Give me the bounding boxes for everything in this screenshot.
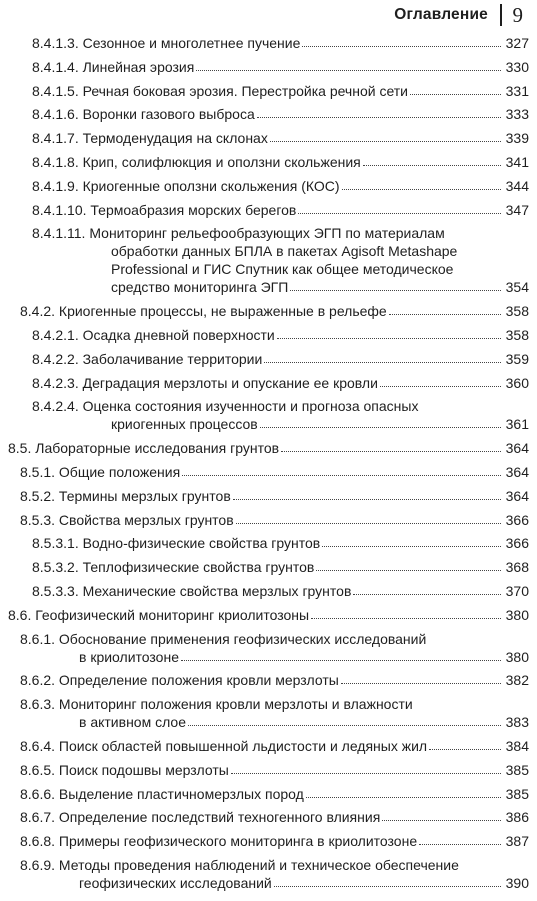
toc-entry-page: 331 [505,82,529,99]
toc-entry-text: Теплофизические свойства грунтов [82,559,315,576]
dot-leader [382,820,501,821]
toc-entry-title [32,582,351,600]
toc-entry-text: Поиск областей повышенной льдистости и ледяных жил [58,737,428,754]
toc-entry[interactable] [0,374,537,392]
toc-entry-title [8,439,279,457]
toc-entry-text: обработки данных БПЛА в пакетах Agisoft Metashape [111,243,458,260]
toc-entry-text: Примеры геофизического мониторинга в криолитозоне [58,833,418,850]
toc-entry-number: 8.4.2.4. [32,398,79,415]
toc-entry-title [32,534,320,552]
header-title: Оглавление [394,6,488,23]
toc-entry-number: 8.6.5. [20,761,56,778]
toc-entry-text: Заболачивание территории [82,350,263,367]
toc-entry[interactable] [0,487,537,505]
toc-entry-title [20,857,459,873]
toc-entry-page: 364 [505,463,529,480]
toc-entry-title [32,153,361,171]
toc-entry-page: 370 [505,582,529,599]
toc-entry-title-continuation [111,261,453,277]
toc-entry-number: 8.5.3.3. [32,582,79,599]
toc-entry-title [32,105,255,123]
toc-entry-text: Речная боковая эрозия. Перестройка речной сети [82,82,409,99]
toc-entry[interactable] [0,785,537,803]
toc-entry-number: 8.4.2.2. [32,350,79,367]
toc-entry-page: 384 [505,737,529,754]
toc-entry-number: 8.4.2.1. [32,326,79,343]
toc-entry-page: 358 [505,326,529,343]
dot-leader [316,570,501,571]
dot-leader [353,594,501,595]
toc-entry-page: 364 [505,440,529,457]
page-number: 9 [512,2,523,27]
toc-entry-title [20,808,380,826]
toc-entry-text: Криогенные процессы, не выраженные в рельефе [58,303,387,320]
toc-entry-text: Деградация мерзлоты и опускание ее кровли [82,374,378,391]
toc-entry-text: Термины мерзлых грунтов [58,487,231,504]
toc-entry-number: 8.6.2. [20,672,56,689]
toc-entry-number: 8.5. [8,440,32,457]
toc-entry-page: 344 [505,177,529,194]
dot-leader [429,749,501,750]
toc-entry-title-continuation [111,278,288,296]
toc-entry-page: 386 [505,809,529,826]
toc-entry-title [32,326,275,344]
toc-entry-text: средство мониторинга ЭГП [111,279,289,296]
dot-leader [264,362,501,363]
toc-entry-text: Геофизический мониторинг криолитозоны [35,606,310,623]
toc-entry-number: 8.5.3.2. [32,559,79,576]
toc-entry-page: 366 [505,535,529,552]
dot-leader [196,70,501,71]
toc-entry-text: Оценка состояния изученности и прогноза опасных [82,398,419,415]
running-header [394,0,523,30]
dot-leader [181,660,501,661]
toc-entry-number: 8.5.2. [20,487,56,504]
toc-entry-title [32,129,268,147]
toc-entry-text: Водно-физические свойства грунтов [82,535,321,552]
toc-entry-number: 8.6. [8,606,32,623]
toc-entry-number: 8.4.1.5. [32,82,79,99]
dot-leader [257,117,501,118]
toc-entry[interactable] [0,177,537,195]
toc-entry[interactable] [0,630,537,666]
toc-entry-title-continuation [111,243,457,259]
toc-entry-text: Professional и ГИС Спутник как общее методическое [111,261,454,278]
dot-leader [298,213,501,214]
toc-entry-text: Мониторинг рельефообразующих ЭГП по материалам [89,225,445,242]
toc-entry-title [20,487,231,505]
toc-entry[interactable] [0,695,537,731]
toc-entry-number: 8.4.2. [20,303,56,320]
toc-entry-title [20,631,426,647]
dot-leader [277,338,501,339]
toc-entry-page: 347 [505,201,529,218]
toc-entry-text: Определение последствий техногенного влияния [58,809,381,826]
toc-entry-page: 366 [505,511,529,528]
toc-entry-text: в криолитозоне [79,648,179,665]
toc-entry-title [20,671,339,689]
toc-entry-page: 368 [505,559,529,576]
toc-entry-title-continuation [79,874,272,892]
toc-entry-title [32,82,408,100]
toc-entry-text: Термоабразия морских берегов [90,201,297,218]
toc-entry[interactable] [0,82,537,100]
toc-entry-page: 380 [505,648,529,665]
toc-entry-number: 8.4.1.8. [32,153,79,170]
toc-entry-title [32,558,314,576]
toc-entry-title [32,34,300,52]
toc-entry-text: Методы проведения наблюдений и техническое обеспечение [58,856,459,873]
toc-entry-text: Криогенные оползни скольжения (КОС) [82,177,340,194]
toc-entry[interactable] [0,582,537,600]
toc-entry-text: Поиск подошвы мерзлоты [58,761,229,778]
toc-entry-page: 330 [505,58,529,75]
toc-entry-page: 382 [505,672,529,689]
toc-entry-number: 8.4.1.7. [32,130,79,147]
toc-entry-page: 360 [505,374,529,391]
toc-entry-number: 8.4.2.3. [32,374,79,391]
toc-entry-number: 8.6.4. [20,737,56,754]
toc-entry-number: 8.5.3.1. [32,535,79,552]
toc-entry-title [32,398,418,414]
toc-entry[interactable] [0,350,537,368]
toc-entry-number: 8.5.1. [20,463,56,480]
toc-entry[interactable] [0,105,537,123]
dot-leader [419,844,501,845]
dot-leader [236,523,501,524]
toc-entry-number: 8.5.3. [20,511,56,528]
toc-entry-page: 390 [505,874,529,891]
toc-entry-title [32,350,262,368]
toc-entry-title [32,225,445,241]
table-of-contents [0,34,537,898]
dot-leader [311,618,501,619]
toc-entry[interactable] [0,511,537,529]
toc-entry-title [20,785,304,803]
dot-leader [274,886,501,887]
dot-leader [231,773,501,774]
toc-entry-text: геофизических исследований [79,874,272,891]
toc-entry-title [20,696,413,712]
toc-entry[interactable] [0,397,537,433]
toc-entry-text: Сезонное и многолетнее пучение [82,35,301,51]
dot-leader [380,386,501,387]
dot-leader [270,141,501,142]
toc-entry-text: Термоденудация на склонах [82,130,268,147]
toc-entry-page: 387 [505,833,529,850]
toc-entry-text: Обоснование применения геофизических исследований [58,630,427,647]
toc-entry-title-continuation [111,415,258,433]
toc-entry-text: Выделение пластичномерзлых пород [58,785,304,802]
toc-entry[interactable] [0,463,537,481]
toc-entry-text: Лабораторные исследования грунтов [35,440,280,457]
toc-entry[interactable] [0,534,537,552]
toc-entry-page: 341 [505,153,529,170]
dot-leader [302,46,501,47]
dot-leader [233,499,501,500]
toc-entry-title [32,58,194,76]
toc-entry-title [20,511,234,529]
toc-entry-text: Свойства мерзлых грунтов [58,511,234,528]
toc-entry-number: 8.4.1.10. [32,201,87,218]
toc-entry[interactable] [0,201,537,219]
dot-leader [281,451,501,452]
toc-entry-page: 364 [505,487,529,504]
dot-leader [260,427,501,428]
toc-entry[interactable] [0,58,537,76]
toc-entry-text: Линейная эрозия [82,58,195,75]
toc-entry[interactable] [0,856,537,892]
toc-entry-number: 8.6.1. [20,630,56,647]
toc-entry-page: 380 [505,606,529,623]
toc-entry[interactable] [0,153,537,171]
dot-leader [306,797,501,798]
toc-entry-number: 8.4.1.3. [32,35,79,51]
toc-entry-page: 333 [505,106,529,123]
toc-entry-title [20,463,180,481]
toc-entry[interactable] [0,302,537,320]
toc-entry-number: 8.6.6. [20,785,56,802]
toc-entry-title [32,201,296,219]
toc-entry-number: 8.6.7. [20,809,56,826]
toc-entry-page: 385 [505,761,529,778]
dot-leader [182,475,501,476]
toc-entry[interactable] [0,558,537,576]
toc-entry-text: криогенных процессов [111,416,258,433]
toc-entry-page: 385 [505,785,529,802]
toc-entry-title [32,177,340,195]
toc-entry-text: в активном слое [79,714,186,731]
toc-entry-page: 339 [505,130,529,147]
dot-leader [341,683,501,684]
toc-entry-number: 8.6.3. [20,696,56,713]
toc-entry[interactable] [0,326,537,344]
toc-entry[interactable] [0,671,537,689]
toc-entry-title [8,606,309,624]
header-divider [500,4,502,26]
toc-entry[interactable] [0,34,537,52]
toc-entry-text: Общие положения [58,463,181,480]
toc-entry-title [20,737,427,755]
toc-entry-title [20,761,229,779]
toc-entry[interactable] [0,737,537,755]
toc-entry[interactable] [0,606,537,624]
toc-entry[interactable] [0,439,537,457]
toc-entry-text: Крип, солифлюкция и оползни скольжения [82,153,361,170]
toc-entry-text: Воронки газового выброса [82,106,255,123]
toc-entry-page: 327 [505,35,529,51]
toc-entry[interactable] [0,129,537,147]
toc-entry-text: Определение положения кровли мерзлоты [58,672,339,689]
toc-entry-title-continuation [79,713,186,731]
toc-entry-text: Мониторинг положения кровли мерзлоты и влажности [58,696,413,713]
dot-leader [188,725,501,726]
toc-entry-title [20,302,387,320]
toc-entry[interactable] [0,832,537,850]
toc-entry-page: 359 [505,350,529,367]
toc-entry-number: 8.6.9. [20,856,56,873]
dot-leader [342,189,501,190]
toc-entry-text: Осадка дневной поверхности [82,326,275,343]
toc-entry-title [32,374,378,392]
toc-entry[interactable] [0,761,537,779]
toc-entry-number: 8.6.8. [20,833,56,850]
toc-entry-number: 8.4.1.9. [32,177,79,194]
dot-leader [290,290,501,291]
dot-leader [363,165,501,166]
toc-entry-number: 8.4.1.11. [32,225,86,242]
toc-entry-text: Механические свойства мерзлых грунтов [82,582,352,599]
dot-leader [322,546,501,547]
dot-leader [389,314,501,315]
toc-entry-page: 358 [505,303,529,320]
toc-entry-number: 8.4.1.4. [32,58,79,75]
toc-entry[interactable] [0,808,537,826]
toc-entry-page: 383 [505,714,529,731]
toc-entry[interactable] [0,224,537,296]
toc-entry-title [20,832,417,850]
dot-leader [410,94,501,95]
toc-entry-page: 354 [505,279,529,296]
toc-entry-title-continuation [79,648,179,666]
toc-entry-number: 8.4.1.6. [32,106,79,123]
toc-entry-page: 361 [505,416,529,433]
